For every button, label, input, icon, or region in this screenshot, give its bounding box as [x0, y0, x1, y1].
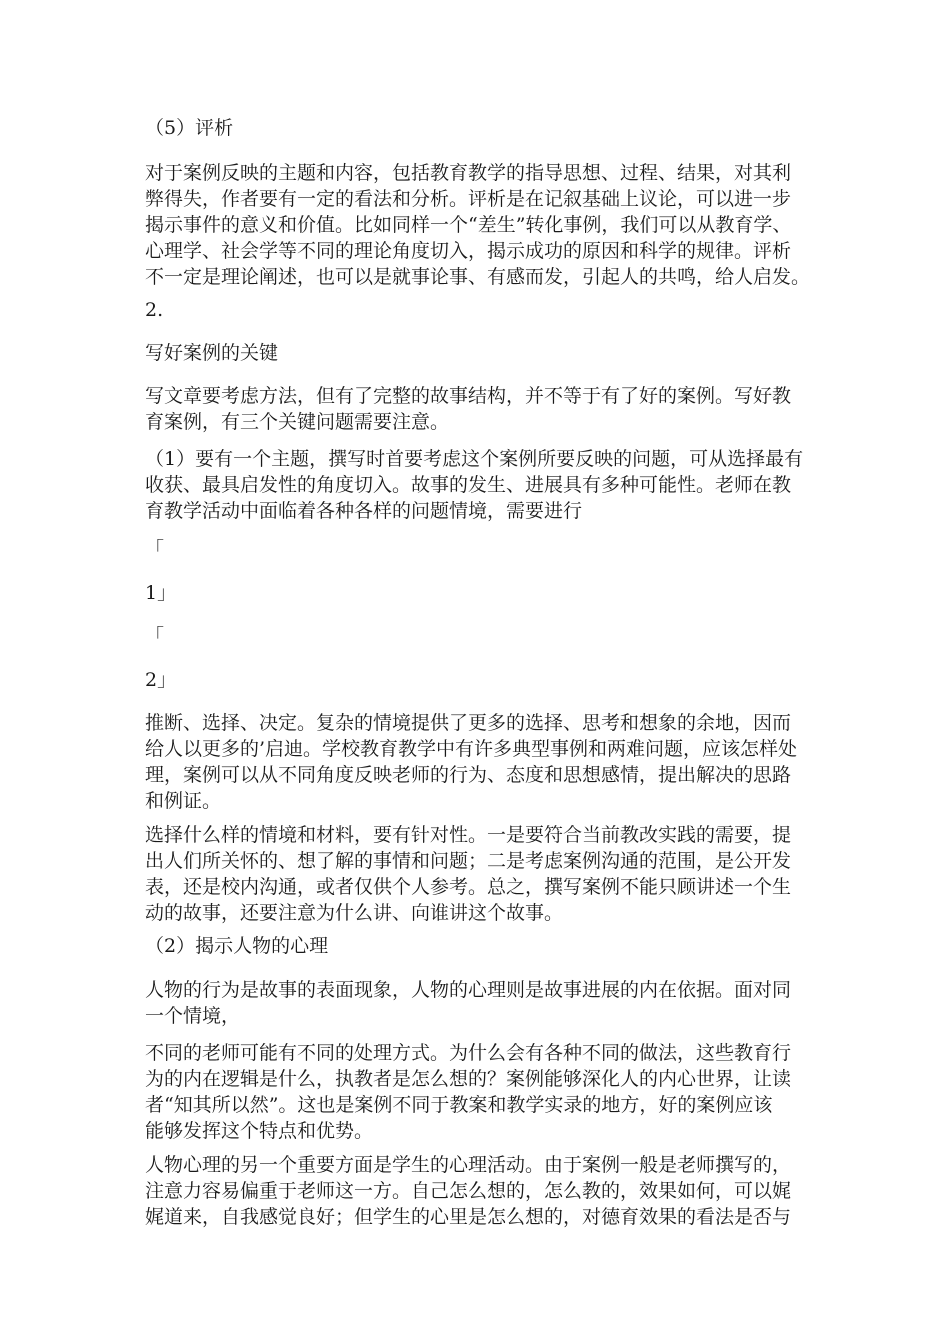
- paragraph-students: 人物心理的另一个重要方面是学生的心理活动。由于案例一般是老师撰写的， 注意力容易偏重于老师这一方。自己怎么想的，怎么教的，效果如何，可以娓 娓道来，自我感觉良好；但学生的心里是怎么想的，对德育效果的看法是否与: [145, 1154, 792, 1228]
- paragraph-selection: 选择什么样的情境和材料，要有针对性。一是要符合当前教改实践的需要，提 出人们所关怀的、想了解的事情和问题；二是考虑案例沟通的范围，是公开发 表，还是校内沟通，或者仅供个人参考。总之，撰写案例不能只顾讲述一个生 动的故事，还要注意为什么讲、向谁讲这个故事。: [145, 824, 792, 924]
- paragraph-theme: （1）要有一个主题，撰写时首要考虑这个案例所要反映的问题，可从选择最有 收获、最具启发性的角度切入。故事的发生、进展具有多种可能性。老师在教 育教学活动中面临着各种各样的问题情境，需要进行: [145, 448, 804, 522]
- section-heading-psychology: （2）揭示人物的心理: [145, 935, 329, 957]
- paragraph-behavior: 人物的行为是故事的表面现象，人物的心理则是故事进展的内在依据。面对同 一个情境，: [145, 979, 792, 1027]
- bracket-marker: 「: [145, 538, 165, 560]
- section-heading-analysis: （5）评析: [145, 117, 234, 139]
- paragraph-analysis: 对于案例反映的主题和内容，包括教育教学的指导思想、过程、结果，对其利 弊得失，作者要有一定的看法和分析。评析是在记叙基础上议论，可以进一步 揭示事件的意义和价值。比如同样一个“差生”转化事例，我们可以从教育学、 心理学、社会学等不同的理论角度切入，揭示成功的原因和科学的规律。评析 不一定是理论阐述，也可以是就事论事、有感而发，引起人的共鸣，给人启发。: [145, 162, 811, 288]
- paragraph-inference: 推断、选择、决定。复杂的情境提供了更多的选择、思考和想象的余地，因而 给人以更多的’启迪。学校教育教学中有许多典型事例和两难问题，应该怎样处 理，案例可以从不同角度反映老师的行为、态度和思想感情，提出解决的思路 和例证。: [145, 712, 798, 812]
- bracket-marker: 「: [145, 625, 165, 647]
- bracket-marker: 1」: [145, 582, 177, 604]
- paragraph-teachers: 不同的老师可能有不同的处理方式。为什么会有各种不同的做法，这些教育行 为的内在逻辑是什么，执教者是怎么想的？案例能够深化人的内心世界，让读 者“知其所以然”。这也是案例不同于教案和教学实录的地方，好的案例应该 能够发挥这个特点和优势。: [145, 1042, 792, 1142]
- section-heading-keys: 写好案例的关键: [145, 342, 279, 364]
- bracket-marker: 2」: [145, 669, 177, 691]
- paragraph-intro: 写文章要考虑方法，但有了完整的故事结构，并不等于有了好的案例。写好教 育案例，有三个关键问题需要注意。: [145, 385, 792, 433]
- section-number: 2.: [145, 299, 164, 321]
